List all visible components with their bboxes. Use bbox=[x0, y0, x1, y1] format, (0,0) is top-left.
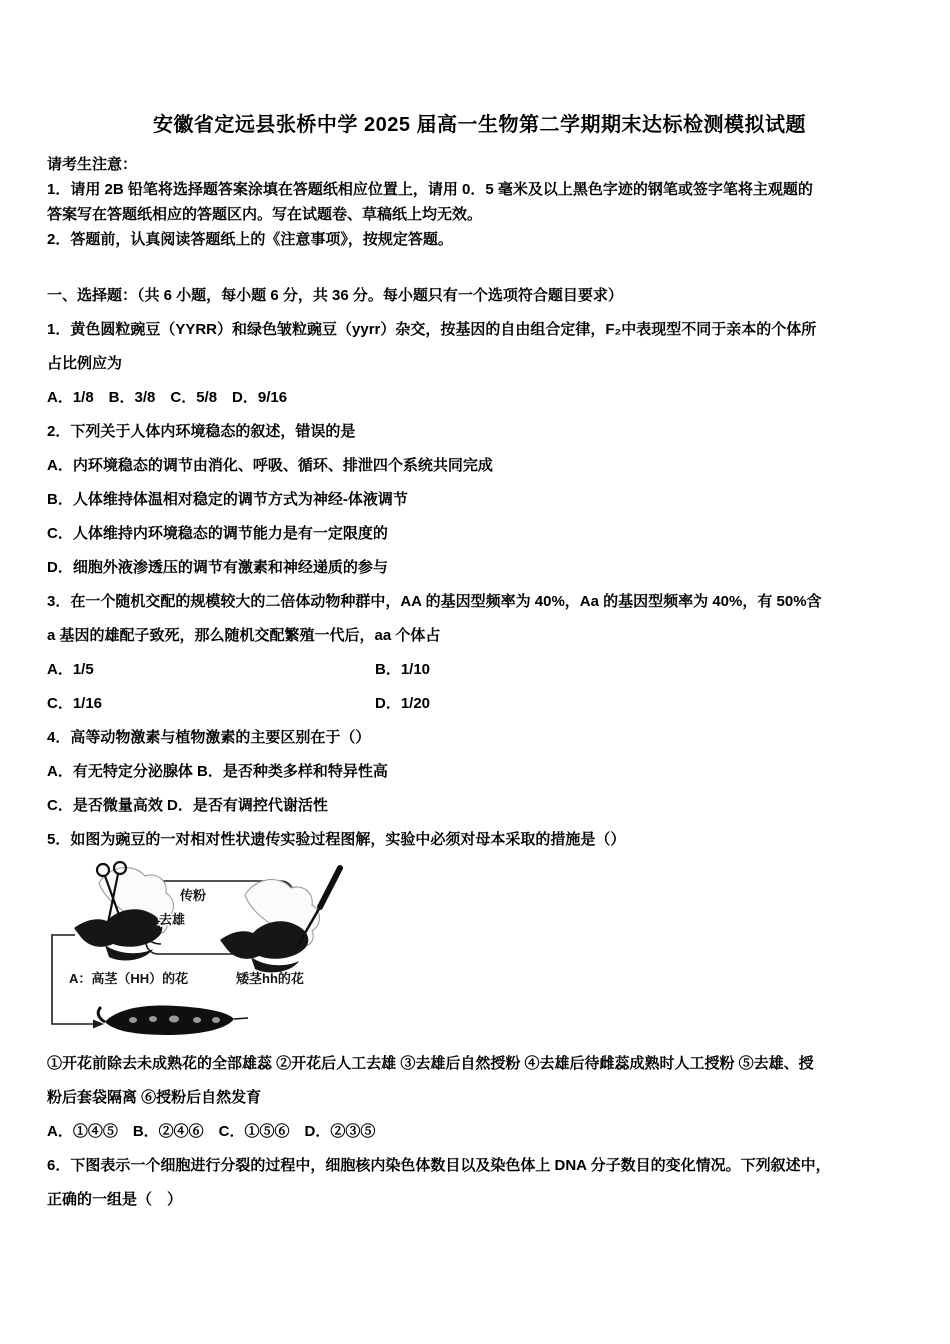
question-5-statements-line1: ①开花前除去未成熟花的全部雄蕊 ②开花后人工去雄 ③去雄后自然授粉 ④去雄后待雌蕊成熟时人工授粉 ⑤去雄、授 bbox=[47, 1055, 814, 1072]
page-title: 安徽省定远县张桥中学 2025 届高一生物第二学期期末达标检测模拟试题 bbox=[152, 114, 807, 136]
notice-item2: 2．答题前，认真阅读答题纸上的《注意事项》，按规定答题。 bbox=[47, 231, 453, 248]
candidate-notice bbox=[47, 152, 912, 252]
question-4-options-cd: C．是否微量高效 D．是否有调控代谢活性 bbox=[47, 797, 328, 814]
question-6-stem-line2: 正确的一组是（ ） bbox=[47, 1191, 183, 1208]
question-4-options-ab: A．有无特定分泌腺体 B．是否种类多样和特异性高 bbox=[47, 763, 388, 780]
notice-item1-line1: 1．请用 2B 铅笔将选择题答案涂填在答题纸相应位置上，请用 0．5 毫米及以上黑色字迹的钢笔或签字笔将主观题的 bbox=[47, 181, 813, 198]
pollination-label: 传粉 bbox=[179, 888, 207, 903]
question-5-statements-line2: 粉后套袋隔离 ⑥授粉后自然发育 bbox=[47, 1089, 262, 1106]
right-flower bbox=[220, 880, 320, 973]
question-3-stem-line1: 3．在一个随机交配的规模较大的二倍体动物种群中，AA 的基因型频率为 40%，Aa 的基因型频率为 40%，有 50%含 bbox=[47, 593, 822, 610]
question-3-option-d: D．1/20 bbox=[375, 695, 431, 712]
question-6-stem-line1: 6．下图表示一个细胞进行分裂的过程中，细胞核内染色体数目以及染色体上 DNA 分子数目的变化情况。下列叙述中， bbox=[47, 1157, 831, 1174]
question-1-stem-line2: 占比例应为 bbox=[47, 355, 123, 372]
question-1-options: A．1/8 B．3/8 C．5/8 D．9/16 bbox=[47, 389, 288, 406]
question-3-option-a: A．1/5 bbox=[47, 661, 94, 678]
question-1 bbox=[47, 313, 912, 415]
question-4 bbox=[47, 721, 912, 823]
question-4-stem: 4．高等动物激素与植物激素的主要区别在于（） bbox=[47, 729, 371, 746]
emasculation-label: 去雄 bbox=[159, 912, 186, 927]
pea-pod bbox=[98, 1006, 248, 1035]
left-flower-label: A：高茎（HH）的花 bbox=[69, 971, 189, 986]
notice-heading: 请考生注意： bbox=[47, 156, 138, 173]
question-3-stem-line2: a 基因的雄配子致死，那么随机交配繁殖一代后，aa 个体占 bbox=[47, 627, 441, 644]
question-2-option-a: A．内环境稳态的调节由消化、呼吸、循环、排泄四个系统共同完成 bbox=[47, 457, 493, 474]
question-3-options-row2 bbox=[47, 687, 912, 721]
question-2 bbox=[47, 415, 912, 585]
pollination-figure bbox=[47, 861, 912, 1045]
question-5-options: A．①④⑤ B．②④⑥ C．①⑤⑥ D．②③⑤ bbox=[47, 1123, 376, 1140]
pollination-figure-svg bbox=[47, 861, 377, 1045]
question-2-option-d: D．细胞外液渗透压的调节有激素和神经递质的参与 bbox=[47, 559, 388, 576]
question-3-options-row1 bbox=[47, 653, 912, 687]
section-heading: 一、选择题：（共 6 小题，每小题 6 分，共 36 分。每小题只有一个选项符合题目要求） bbox=[47, 287, 623, 304]
question-3 bbox=[47, 585, 912, 721]
question-2-stem: 2．下列关于人体内环境稳态的叙述，错误的是 bbox=[47, 423, 356, 440]
question-1-stem-line1: 1．黄色圆粒豌豆（YYRR）和绿色皱粒豌豆（yyrr）杂交，按基因的自由组合定律，F₂中表现型不同于亲本的个体所 bbox=[47, 321, 817, 338]
question-2-option-c: C．人体维持内环境稳态的调节能力是有一定限度的 bbox=[47, 525, 388, 542]
question-5 bbox=[47, 823, 912, 1149]
notice-item1-line2: 答案写在答题纸相应的答题区内。写在试题卷、草稿纸上均无效。 bbox=[47, 206, 483, 223]
question-5-stem: 5．如图为豌豆的一对相对性状遗传实验过程图解，实验中必须对母本采取的措施是（） bbox=[47, 831, 626, 848]
question-2-option-b: B．人体维持体温相对稳定的调节方式为神经-体液调节 bbox=[47, 491, 408, 508]
right-flower-label: 矮茎hh的花 bbox=[236, 971, 304, 986]
question-3-option-b: B．1/10 bbox=[375, 661, 431, 678]
question-3-option-c: C．1/16 bbox=[47, 695, 103, 712]
question-6 bbox=[47, 1149, 912, 1217]
